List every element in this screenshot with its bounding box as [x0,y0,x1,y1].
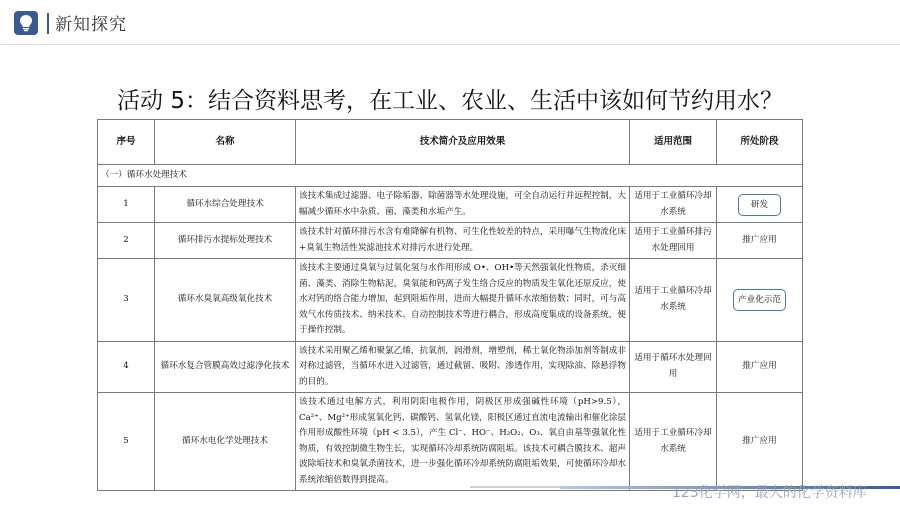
lightbulb-icon [18,14,34,32]
row-scope: 适用于工业循环排污水处理回用 [630,223,717,259]
col-header-desc: 技术简介及应用效果 [296,120,630,165]
row-no: 4 [98,341,155,393]
watermark-text: 123化学网，最大的化学资料库 [672,485,867,501]
table-header-row [98,120,803,165]
header-rule [0,44,900,45]
row-desc: 该技术集成过滤器、电子除垢器、除菌器等水处理设施，可全自动运行并远程控制，大幅减少循环水中杂质、菌、藻类和水垢产生。 [296,187,630,223]
col-header-stage: 所处阶段 [717,120,803,165]
activity-title: 活动 5：结合资料思考，在工业、农业、生活中该如何节约用水？ [117,88,783,114]
row-name: 循环排污水提标处理技术 [155,223,296,259]
row-desc: 该技术针对循环排污水含有难降解有机物、可生化性较差的特点，采用曝气生物流化床+臭氧生物活性炭滤池技术对排污水进行处理。 [296,223,630,259]
table-row [98,259,803,342]
section-label: （一）循环水处理技术 [98,165,803,187]
row-stage-cell [717,187,803,223]
table-row [98,187,803,223]
row-scope: 适用于工业循环冷却水系统 [630,259,717,342]
row-no: 5 [98,393,155,491]
row-name: 循环水臭氧高级氧化技术 [155,259,296,342]
row-scope: 适用于工业循环冷却水系统 [630,393,717,491]
row-stage: 推广应用 [717,393,803,491]
water-treatment-tech-table [97,119,803,491]
row-name: 循环水综合处理技术 [155,187,296,223]
row-desc: 该技术通过电解方式，利用阴阳电极作用，阴极区形成强碱性环境（pH>9.5），Ca²⁺、Mg²⁺形成氢氧化钙、碳酸钙、氢氧化镁，阳极区通过直流电流输出和催化涂层作用形成酸性环境（pH < 3.5），产生 Cl⁻、HO⁻、H₂O₂、O₃、氧自由基等强氧化性物质，有效控制微生物生长，实现循环冷却系统防腐阻垢。该技术可耦合膜技术、超声波除垢技术和臭氧杀菌技术，进一步强化循环冷却系统防腐阻垢效果，可使循环冷却水系统浓缩倍数得到提高。 [296,393,630,491]
col-header-name: 名称 [155,120,296,165]
row-no: 3 [98,259,155,342]
section-row [98,165,803,187]
table-row [98,393,803,491]
row-no: 2 [98,223,155,259]
stage-badge: 研发 [738,194,781,216]
col-header-no: 序号 [98,120,155,165]
table-row [98,223,803,259]
section-header-title: 新知探究 [55,15,127,35]
logo-lightbulb-icon [14,11,38,35]
row-desc: 该技术采用聚乙烯和聚氯乙烯，抗氧剂，润滑剂，增塑剂，稀土氧化物添加剂等制成非对称过滤管，当循环水进入过滤管，通过截留、吸附、渗透作用，实现除油、除悬浮物的目的。 [296,341,630,393]
row-scope: 适用于循环水处理回用 [630,341,717,393]
row-stage: 推广应用 [717,223,803,259]
row-stage-cell [717,259,803,342]
row-name: 循环水复合管膜高效过滤净化技术 [155,341,296,393]
header-divider [47,13,49,34]
row-scope: 适用于工业循环冷却水系统 [630,187,717,223]
row-no: 1 [98,187,155,223]
table-row [98,341,803,393]
row-desc: 该技术主要通过臭氧与过氧化氢与水作用形成 O•、OH•等天然强氧化性物质，杀灭细菌、藻类、消除生物粘泥，臭氧能和钙离子发生络合反应的物质发生氧化还原反应，使水对钙的络合能力增加，起到阻垢作用，进而大幅提升循环水浓缩倍数；同时，可与高效气水传质技术、纳米技术、自动控制技术等进行耦合，形成高度集成的设备系统，便于操作控制。 [296,259,630,342]
col-header-scope: 适用范围 [630,120,717,165]
row-name: 循环水电化学处理技术 [155,393,296,491]
stage-badge: 产业化示范 [733,289,786,311]
row-stage: 推广应用 [717,341,803,393]
